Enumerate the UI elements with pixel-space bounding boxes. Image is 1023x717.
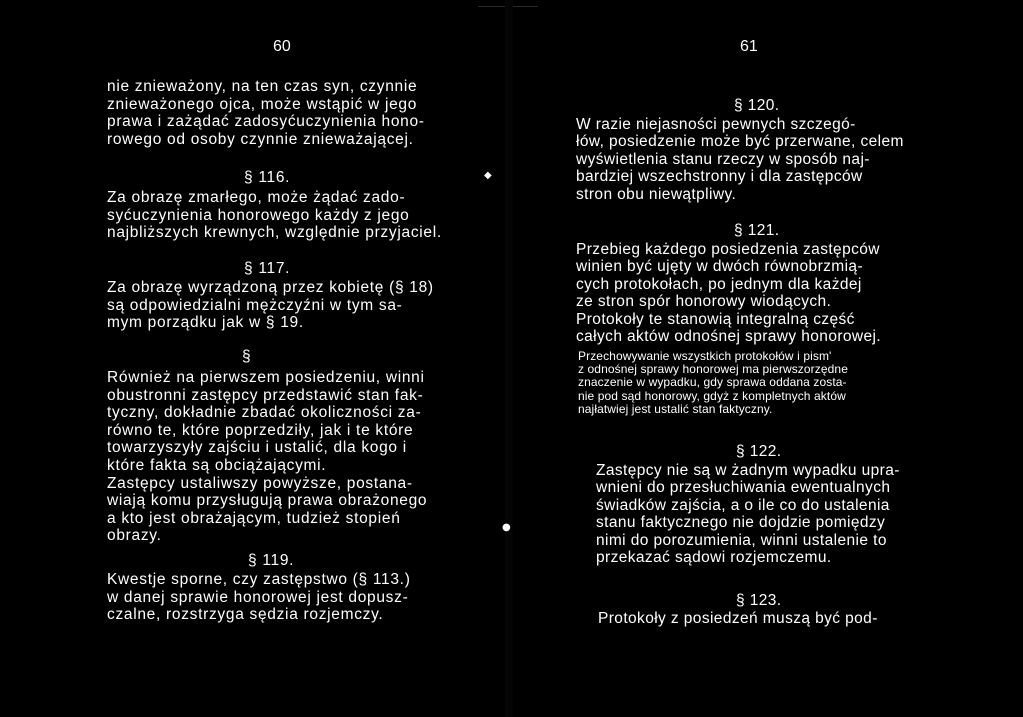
section-120-text: W razie niejasności pewnych szczegó- łów, posiedzenie może być przerwane, celem wyświetlenia stanu rzeczy w sposób naj- bardziej wszechstronny i dla zastępców stron obu niewątpliwy. — [576, 116, 904, 203]
margin-mark-top: ◆ — [484, 170, 492, 181]
right-page-number: 61 — [740, 38, 758, 55]
section-121-heading: § 121. — [734, 222, 780, 239]
section-118-text: Również na pierwszem posiedzeniu, winni obustronni zastępcy przedstawić stan fak- tyczny, dokładnie zbadać okoliczności za- równo te, które poprzedziły, jak i te które towarzyszyły zajściu i ustalić, dla kogo i które fakta są obciążającymi. Zastępcy ustaliwszy powyższe, postana- wiają komu przysługują prawa obrażonego a kto jest obrażającym, tudzież stopień obrazy. — [107, 369, 428, 545]
section-122-heading: § 122. — [736, 443, 782, 460]
section-116-text: Za obrazę zmarłego, może żądać zado- syćuczynienia honorowego każdy z jego najbliższych krewnych, względnie przyjaciel. — [107, 189, 442, 242]
section-120-heading: § 120. — [734, 97, 780, 114]
section-123-text: Protokoły z posiedzeń muszą być pod- — [598, 610, 878, 627]
left-paragraph-1: nie znieważony, na ten czas syn, czynnie znieważonego ojca, może wstąpić w jego prawa i zażądać zadosyćuczynienia hono- rowego od osoby czynnie znieważającej. — [107, 78, 425, 148]
section-119-heading: § 119. — [248, 552, 295, 569]
section-117-heading: § 117. — [244, 260, 291, 277]
section-121-note: Przechowywanie wszystkich protokołów i pism' z odnośnej sprawy honorowej ma pierwszorzędne znaczenie w wypadku, gdy sprawa oddana zosta- nie pod sąd honorowy, gdyż z kompletnych aktów najłatwiej jest ustalić stan faktyczny. — [578, 349, 848, 416]
section-121-text: Przebieg każdego posiedzenia zastępców winien być ujęty w dwóch równobrzmią- cych protokołach, po jednym dla każdej ze stron spór honorowy wiodących. Protokoły te stanowią integralną część całych aktów odnośnej sprawy honorowej. — [576, 241, 882, 346]
section-123-heading: § 123. — [736, 592, 782, 609]
left-page-number: 60 — [273, 38, 291, 55]
section-122-text: Zastępcy nie są w żadnym wypadku upra- wnieni do przesłuchiwania ewentualnych świadków zajścia, a o ile co do ustalenia stanu faktycznego nie dojdzie pomiędzy nimi do porozumienia, winni ustalenie to przekazać sądowi rozjemczemu. — [596, 462, 900, 567]
section-119-text: Kwestje sporne, czy zastępstwo (§ 113.) w danej sprawie honorowej jest dopusz- czalne, rozstrzyga sędzia rozjemczy. — [107, 571, 411, 624]
section-118-heading: § — [242, 348, 252, 365]
section-116-heading: § 116. — [244, 169, 291, 186]
section-117-text: Za obrazę wyrządzoną przez kobietę (§ 18) są odpowiedzialni mężczyźni w tym sa- mym porządku jak w § 19. — [107, 279, 434, 332]
margin-mark-bottom: ● — [502, 522, 511, 533]
right-page — [512, 0, 1023, 717]
